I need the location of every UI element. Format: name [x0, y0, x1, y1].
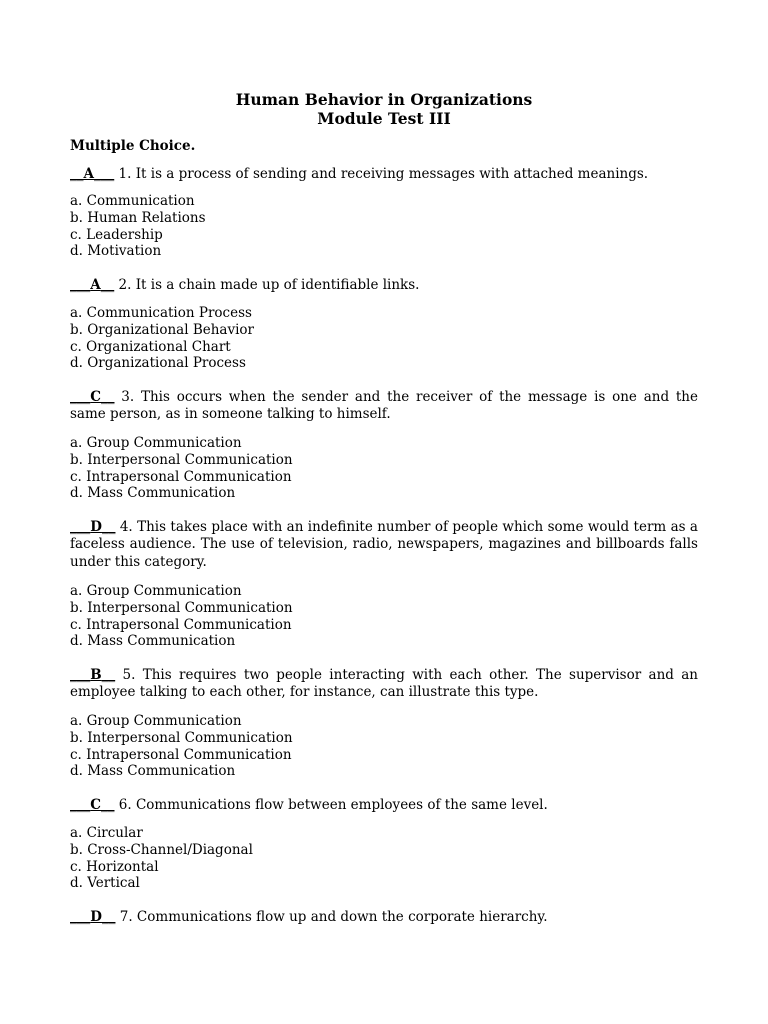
option-b: b. Interpersonal Communication	[70, 599, 293, 616]
option-a: a. Communication	[70, 193, 195, 209]
question-5	[70, 667, 698, 702]
question-1	[70, 166, 698, 183]
question-6	[70, 797, 698, 814]
options-list-2	[70, 305, 698, 372]
option-c: c. Intrapersonal Communication	[70, 746, 292, 763]
document-subtitle: Module Test III	[317, 109, 451, 128]
question-text: 7. Communications flow up and down the corporate hierarchy.	[119, 909, 548, 925]
question-text: 6. Communications flow between employees of the same level.	[118, 797, 548, 813]
option-c: c. Horizontal	[70, 858, 159, 875]
question-2	[70, 277, 698, 294]
option-c: c. Organizational Chart	[70, 338, 231, 355]
answer-blank: ___D__	[70, 909, 116, 925]
option-b: b. Organizational Behavior	[70, 321, 255, 338]
question-text: 4. This takes place with an indefinite number of people which some would term as a faceless audience. The use of television, radio, newspapers, magazines and billboards falls under this category.	[70, 519, 698, 570]
option-d: d. Mass Communication	[70, 763, 236, 780]
options-list-5	[70, 713, 698, 780]
question-text: 2. It is a chain made up of identifiable links.	[118, 277, 420, 293]
answer-letter: A	[83, 166, 94, 182]
option-d: d. Vertical	[70, 875, 140, 892]
answer-letter: D	[90, 909, 102, 925]
option-c: c. Leadership	[70, 226, 163, 243]
question-4	[70, 519, 698, 571]
question-text: 3. This occurs when the sender and the receiver of the message is one and the same person, as in someone talking to himself.	[70, 389, 698, 423]
answer-blank: ___C__	[70, 797, 115, 813]
answer-blank: ___B__	[70, 667, 116, 683]
answer-blank: ___C__	[70, 389, 115, 405]
document-title: Human Behavior in Organizations	[235, 90, 533, 109]
option-a: a. Group Communication	[70, 713, 242, 729]
option-b: b. Interpersonal Communication	[70, 729, 293, 746]
answer-letter: B	[90, 667, 102, 683]
answer-letter: D	[90, 519, 102, 535]
section-label: Multiple Choice.	[70, 138, 196, 154]
answer-blank: __A___	[70, 166, 115, 182]
option-d: d. Motivation	[70, 243, 162, 260]
question-text: 1. It is a process of sending and receiving messages with attached meanings.	[118, 166, 649, 182]
option-b: b. Interpersonal Communication	[70, 451, 293, 468]
option-a: a. Group Communication	[70, 435, 242, 451]
question-7	[70, 909, 698, 926]
option-a: a. Circular	[70, 825, 143, 841]
answer-letter: C	[90, 797, 101, 813]
question-3	[70, 389, 698, 424]
options-list-4	[70, 583, 698, 650]
option-c: c. Intrapersonal Communication	[70, 468, 292, 485]
option-a: a. Communication Process	[70, 305, 252, 321]
option-d: d. Organizational Process	[70, 355, 246, 372]
answer-letter: C	[90, 389, 101, 405]
options-list-6	[70, 825, 698, 892]
option-b: b. Human Relations	[70, 209, 206, 226]
answer-blank: ___A__	[70, 277, 115, 293]
option-c: c. Intrapersonal Communication	[70, 616, 292, 633]
option-b: b. Cross-Channel/Diagonal	[70, 841, 253, 858]
option-a: a. Group Communication	[70, 583, 242, 599]
option-d: d. Mass Communication	[70, 633, 236, 650]
question-text: 5. This requires two people interacting with each other. The supervisor and an employee talking to each other, for instance, can illustrate this type.	[70, 667, 698, 701]
answer-letter: A	[90, 277, 101, 293]
options-list-3	[70, 435, 698, 502]
answer-blank: ___D__	[70, 519, 116, 535]
option-d: d. Mass Communication	[70, 485, 236, 502]
options-list-1	[70, 193, 698, 260]
